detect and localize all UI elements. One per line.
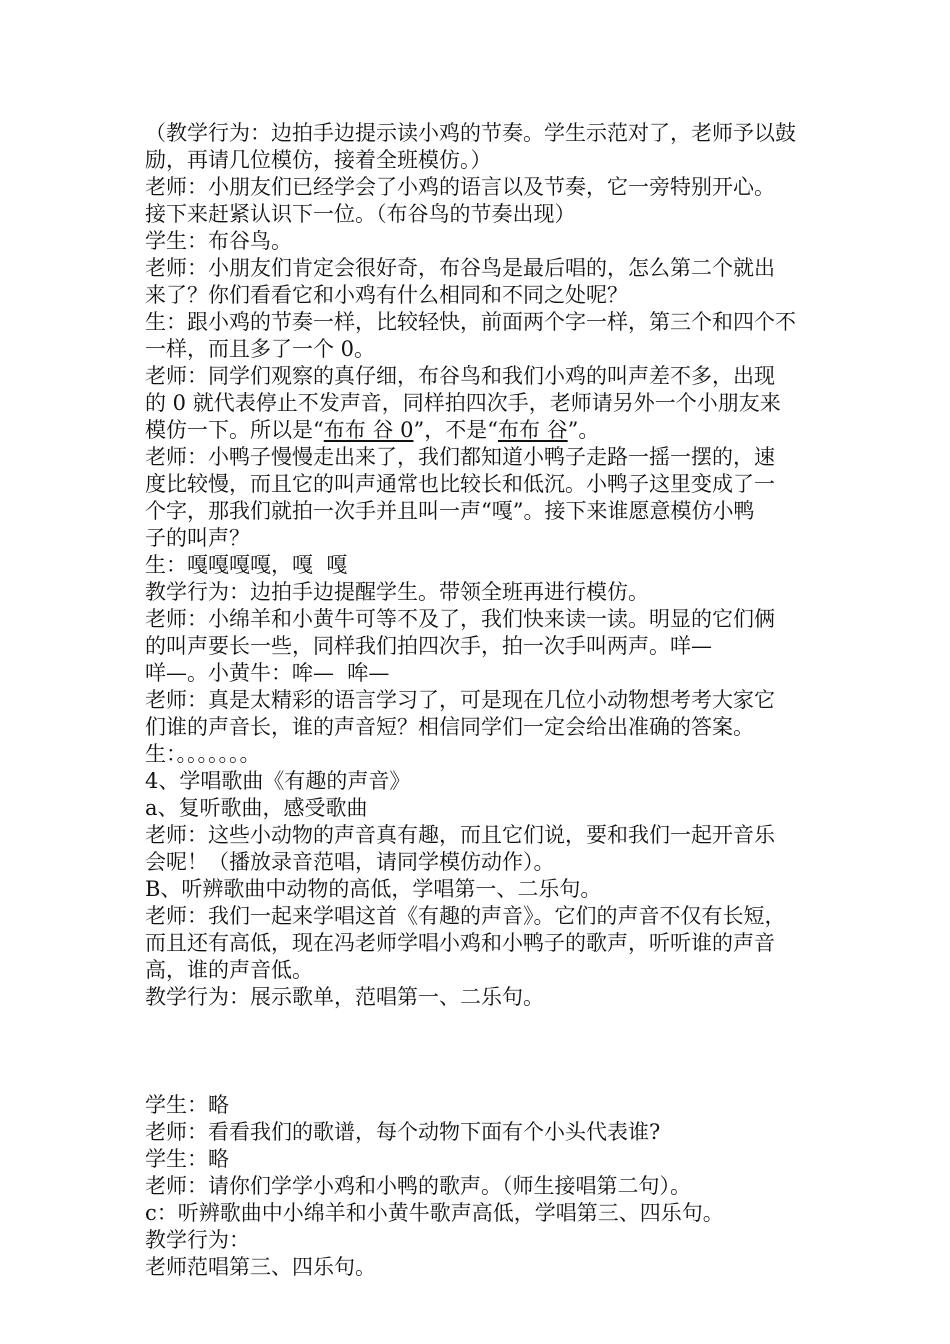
text-line: 的 0 就代表停止不发声音，同样拍四次手，老师请另外一个小朋友来 (145, 391, 781, 415)
text-line: a、复听歌曲，感受歌曲 (145, 796, 368, 820)
quote-mid: ”，不是“ (413, 418, 498, 442)
quote-line (145, 417, 815, 444)
text-line: 学生：布谷鸟。 (145, 229, 292, 253)
text-line: 一样，而且多了一个 0。 (145, 337, 376, 361)
text-line: 教学行为：展示歌单，范唱第一、二乐句。 (145, 985, 544, 1009)
text-line: 老师：小朋友们已经学会了小鸡的语言以及节奏，它一旁特别开心。 (145, 175, 775, 199)
text-line: 老师：小朋友们肯定会很好奇，布谷鸟是最后唱的，怎么第二个就出 (145, 256, 775, 280)
section-heading: 4、学唱歌曲《有趣的声音》 (145, 769, 411, 793)
text-line: 生：。。。。。。。 (145, 742, 261, 766)
document-page (145, 120, 815, 1281)
quote-suffix: ”。 (567, 418, 600, 442)
text-line: 会呢！（播放录音范唱，请同学模仿动作）。 (145, 850, 555, 874)
text-line: c：听辨歌曲中小绵羊和小黄牛歌声高低，学唱第三、四乐句。 (145, 1201, 724, 1225)
text-line: 度比较慢，而且它的叫声通常也比较长和低沉。小鸭子这里变成了一 (145, 472, 775, 496)
blank-space (145, 1011, 815, 1092)
text-line: 的叫声要长一些，同样我们拍四次手，拍一次手叫两声。咩— (145, 634, 712, 658)
text-line: 生：嘎嘎嘎嘎，嘎 嘎 (145, 553, 348, 577)
text-line: （教学行为：边拍手边提示读小鸡的节奏。学生示范对了，老师予以鼓 (145, 121, 796, 145)
text-line: 接下来赶紧认识下一位。（布谷鸟的节奏出现） (145, 202, 576, 226)
text-line: 老师：这些小动物的声音真有趣，而且它们说，要和我们一起开音乐 (145, 823, 775, 847)
text-line: 老师：同学们观察的真仔细，布谷鸟和我们小鸡的叫声差不多，出现 (145, 364, 775, 388)
text-line: 老师：请你们学学小鸡和小鸭的歌声。（师生接唱第二句）。 (145, 1174, 691, 1198)
text-line: 老师：看看我们的歌谱，每个动物下面有个小头代表谁? (145, 1120, 661, 1144)
text-line: 学生：略 (145, 1093, 229, 1117)
text-line: 们谁的声音长，谁的声音短？相信同学们一定会给出准确的答案。 (145, 715, 754, 739)
section-rhythm (145, 120, 815, 1011)
underlined-rhythm: 布布 谷 0 (323, 418, 414, 442)
text-line: 学生：略 (145, 1147, 229, 1171)
text-line: 老师：小鸭子慢慢走出来了，我们都知道小鸭子走路一摇一摆的，速 (145, 445, 775, 469)
text-line: 老师范唱第三、四乐句。 (145, 1255, 376, 1279)
text-line: 老师：小绵羊和小黄牛可等不及了，我们快来读一读。明显的它们俩 (145, 607, 775, 631)
text-line: 教学行为：边拍手边提醒学生。带领全班再进行模仿。 (145, 580, 649, 604)
text-line: 老师：我们一起来学唱这首《有趣的声音》。它们的声音不仅有长短， (145, 904, 786, 928)
text-line: 老师：真是太精彩的语言学习了，可是现在几位小动物想考考大家它 (145, 688, 775, 712)
text-line: 子的叫声？ (145, 526, 250, 550)
text-line: 生：跟小鸡的节奏一样，比较轻快，前面两个字一样，第三个和四个不 (145, 310, 796, 334)
text-line: 来了？你们看看它和小鸡有什么相同和不同之处呢？ (145, 283, 628, 307)
text-line: 教学行为： (145, 1228, 250, 1252)
text-line: 咩—。小黄牛：哞— 哞— (145, 661, 390, 685)
text-line: 个字，那我们就拍一次手并且叫一声“嘎”。接下来谁愿意模仿小鸭 (145, 499, 755, 523)
section-song (145, 1092, 815, 1281)
text-line: 高，谁的声音低。 (145, 958, 313, 982)
text-line: 而且还有高低，现在冯老师学唱小鸡和小鸭子的歌声，听听谁的声音 (145, 931, 775, 955)
quote-prefix: 模仿一下。所以是“ (145, 418, 324, 442)
text-line: 励，再请几位模仿，接着全班模仿。） (145, 148, 492, 172)
text-line: B、听辨歌曲中动物的高低，学唱第一、二乐句。 (145, 877, 602, 901)
underlined-rhythm: 布布 谷 (497, 418, 568, 442)
